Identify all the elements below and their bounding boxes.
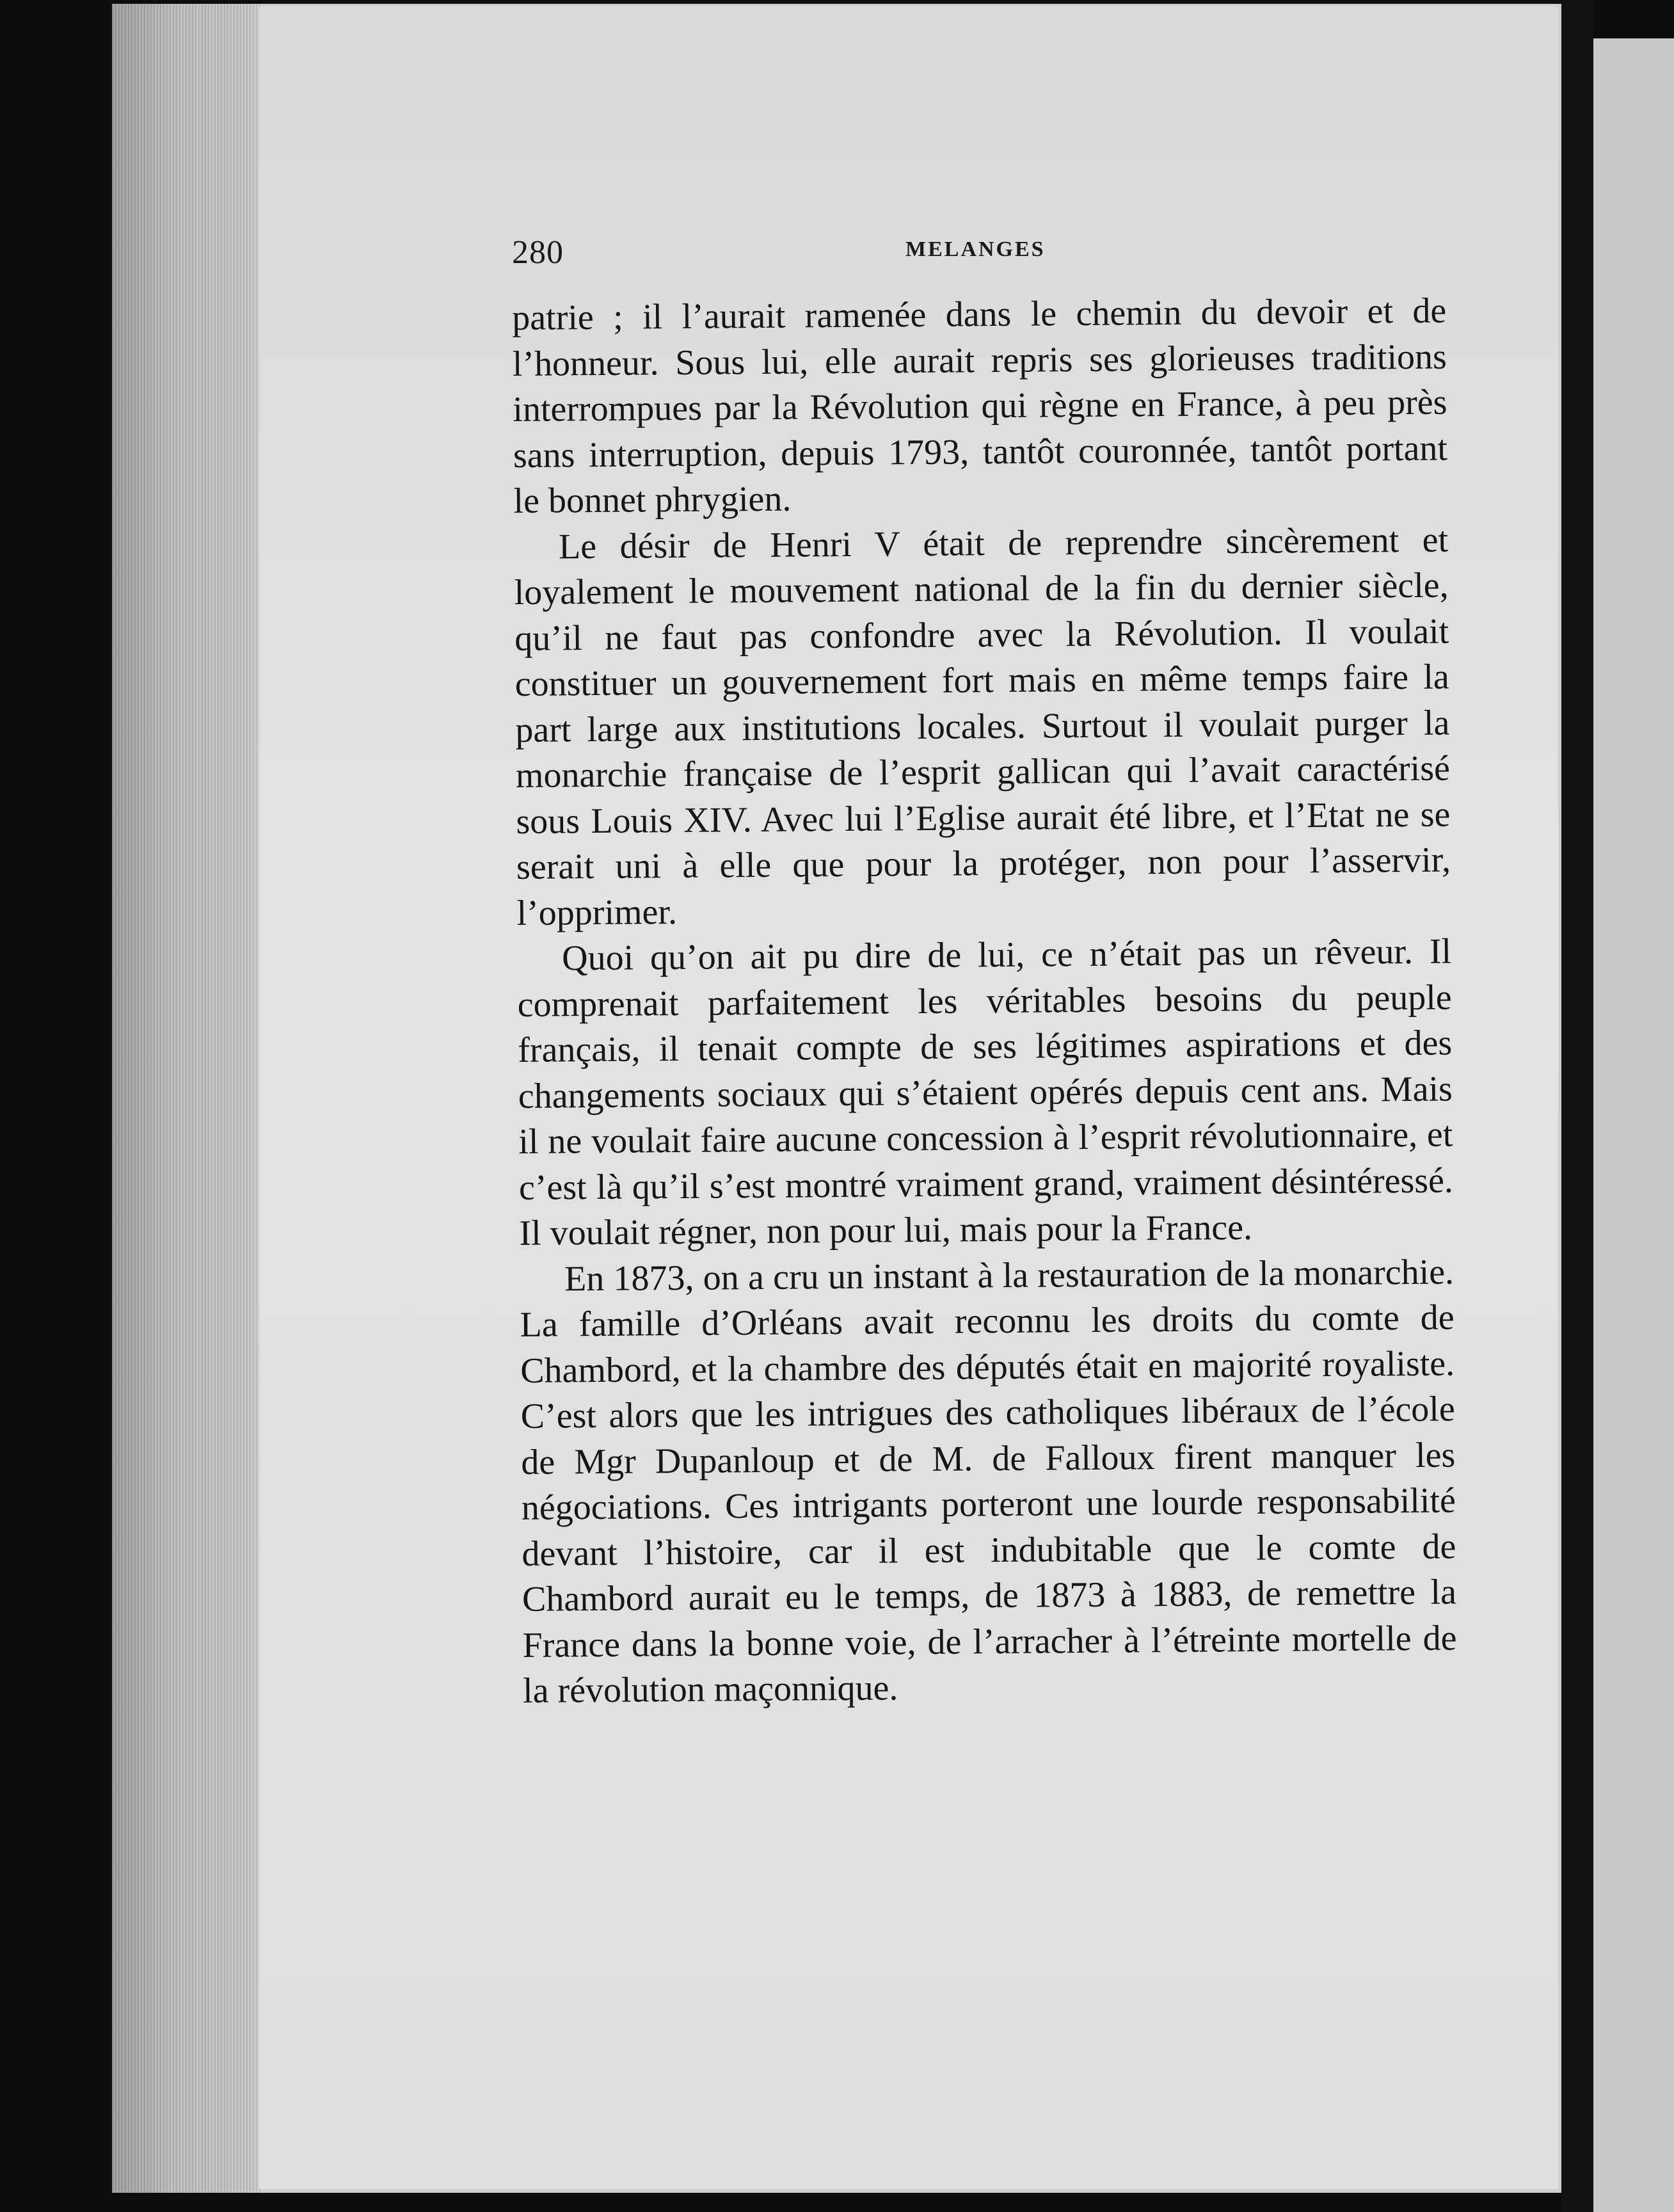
facing-page-edge <box>1593 38 1674 2212</box>
gutter-shadow <box>1561 0 1593 2212</box>
page-number: 280 <box>512 234 564 271</box>
running-title: MELANGES <box>905 237 1046 261</box>
page-edges <box>112 4 262 2193</box>
paragraph-1: patrie ; il l’aurait ramenée dans le chemin du devoir et de l’honneur. Sous lui, elle aurait repris ses glorieuses traditions interrompues par la Révolution qui règne en France, à peu près sans interruption, depuis 1793, tantôt couronnée, tantôt portant le bonnet phrygien. <box>512 291 1448 521</box>
page-header <box>512 234 1446 272</box>
paragraph-3: Quoi qu’on ait pu dire de lui, ce n’était pas un rêveur. Il comprenait parfaitement les véritables besoins du peuple français, il tenait compte de ses légitimes aspirations et des changements sociaux qui s’étaient opérés depuis cent ans. Mais il ne voulait faire aucune concession à l’esprit révolutionnaire, et c’est là qu’il s’est montré vraiment grand, vraiment désintéressé. Il voulait régner, non pour lui, mais pour la France. <box>517 931 1454 1253</box>
paragraph-4: En 1873, on a cru un instant à la restauration de la monarchie. La famille d’Orléans avait reconnu les droits du comte de Chambord, et la chambre des députés était en majorité royaliste. C’est alors que les intrigues des catholiques libéraux de l’école de Mgr Dupanloup et de M. de Falloux firent manquer les négociations. Ces intrigants porteront une lourde responsabilité devant l’histoire, car il est indubitable que le comte de Chambord aurait eu le temps, de 1873 à 1883, de remettre la France dans la bonne voie, de l’arracher à l’étreinte mortelle de la révolution maçonnique. <box>520 1251 1457 1711</box>
body-text <box>512 289 1457 1715</box>
paragraph-2: Le désir de Henri V était de reprendre sincèrement et loyalement le mouvement national de la fin du dernier siècle, qu’il ne faut pas confondre avec la Révolution. Il voulait constituer un gouvernement fort mais en même temps faire la part large aux institutions locales. Surtout il voulait purger la monarchie française de l’esprit gallican qui l’avait caractérisé sous Louis XIV. Avec lui l’Eglise aurait été libre, et l’Etat ne se serait uni à elle que pour la protéger, non pour l’asservir, l’opprimer. <box>514 520 1451 933</box>
